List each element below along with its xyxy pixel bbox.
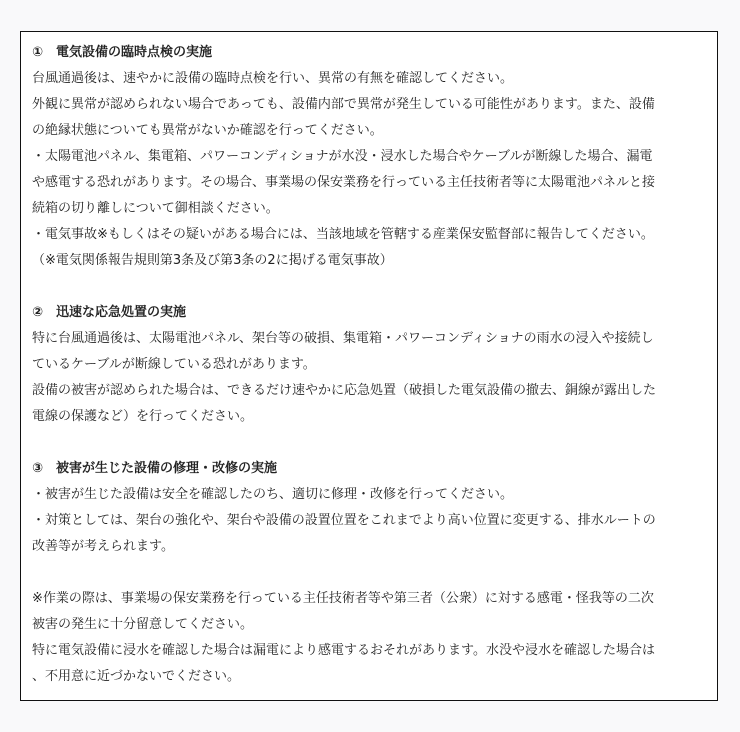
- section-gap: [32, 560, 707, 586]
- footnote-line: ※作業の際は、事業場の保安業務を行っている主任技術者等や第三者（公衆）に対する感電・怪我等の二次: [32, 591, 654, 606]
- footnote-line: 被害の発生に十分留意してください。: [32, 617, 254, 632]
- paragraph-line: 続箱の切り離しについて御相談ください。: [32, 201, 279, 216]
- paragraph-line: 改善等が考えられます。: [32, 539, 174, 554]
- paragraph-line: 電線の保護など）を行ってください。: [32, 409, 254, 424]
- paragraph-line: ・太陽電池パネル、集電箱、パワーコンディショナが水没・浸水した場合やケーブルが断線した場合、漏電: [32, 149, 653, 164]
- paragraph-line: ・対策としては、架台の強化や、架台や設備の設置位置をこれまでより高い位置に変更する、排水ルートの: [32, 513, 656, 528]
- footnote-line: 特に電気設備に浸水を確認した場合は漏電により感電するおそれがあります。水没や浸水を確認した場合は: [32, 643, 655, 658]
- section-heading: ① 電気設備の臨時点検の実施: [32, 45, 213, 60]
- section-inspection: [32, 40, 707, 274]
- section-heading: ③ 被害が生じた設備の修理・改修の実施: [32, 461, 278, 476]
- section-emergency-measures: [32, 300, 707, 430]
- section-heading: ② 迅速な応急処置の実施: [32, 305, 187, 320]
- paragraph-line: ・被害が生じた設備は安全を確認したのち、適切に修理・改修を行ってください。: [32, 487, 514, 502]
- paragraph-line: 外観に異常が認められない場合であっても、設備内部で異常が発生している可能性があります。また、設備: [32, 97, 655, 112]
- paragraph-line: 台風通過後は、速やかに設備の臨時点検を行い、異常の有無を確認してください。: [32, 71, 514, 86]
- paragraph-line: ているケーブルが断線している恐れがあります。: [32, 357, 316, 372]
- notice-box: [20, 31, 718, 701]
- section-repair: [32, 456, 707, 560]
- footnote-line: 、不用意に近づかないでください。: [32, 669, 241, 684]
- paragraph-line: （※電気関係報告規則第3条及び第3条の2に掲げる電気事故）: [32, 253, 393, 268]
- paragraph-line: や感電する恐れがあります。その場合、事業場の保安業務を行っている主任技術者等に太陽電池パネルと接: [32, 175, 655, 190]
- section-gap: [32, 430, 707, 456]
- paragraph-line: の絶縁状態についても異常がないか確認を行ってください。: [32, 123, 383, 138]
- paragraph-line: ・電気事故※もしくはその疑いがある場合には、当該地域を管轄する産業保安監督部に報告してください。: [32, 227, 654, 242]
- footnote: [32, 586, 707, 690]
- paragraph-line: 設備の被害が認められた場合は、できるだけ速やかに応急処置（破損した電気設備の撤去、銅線が露出した: [32, 383, 657, 398]
- section-gap: [32, 274, 707, 300]
- paragraph-line: 特に台風通過後は、太陽電池パネル、架台等の破損、集電箱・パワーコンディショナの雨水の浸入や接続し: [32, 331, 654, 346]
